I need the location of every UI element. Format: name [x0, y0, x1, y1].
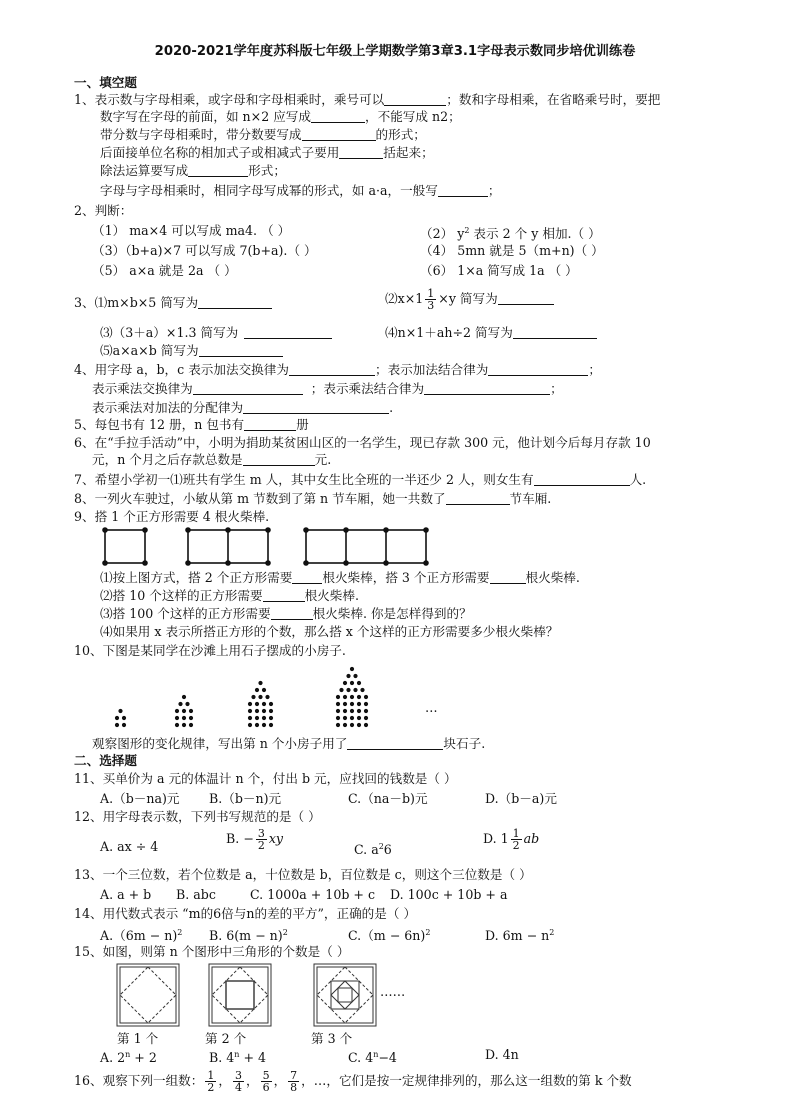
q13-option-d[interactable]: D. 100c + 10b + a	[390, 887, 508, 902]
q13-option-a[interactable]: A. a + b	[100, 887, 152, 902]
question-1: 1、表示数与字母相乘，或字母和字母相乘时，乘号可以 ；数和字母相乘，在省略乘号时，要把	[74, 92, 661, 107]
question-9: 9、搭 1 个正方形需要 4 根火柴棒.	[74, 509, 270, 524]
q14-option-b[interactable]: B. $6(m - n)^2$	[209, 928, 288, 944]
q12-option-d[interactable]: D. 1 $\frac{1}{2}$ ab	[483, 827, 540, 852]
question-2: 2、判断：	[74, 203, 133, 218]
q15-option-b[interactable]: B. $4^n + 4$	[209, 1050, 267, 1066]
q12-option-a[interactable]: A. ax ÷ 4	[100, 839, 159, 854]
question-3-part-2: ⑵x×1 $\frac{1}{3}$ ×y 简写为	[385, 288, 554, 311]
q11-option-a[interactable]: A.（b－na)元	[100, 791, 180, 806]
question-6: 6、在“手拉手活动”中，小明为捐助某贫困山区的一名学生，现已存款 300 元，他计划今后每月存款 10	[74, 435, 651, 450]
question-9-part-3: ⑶搭 100 个这样的正方形需要 根火柴棒. 你是怎样得到的？	[100, 606, 472, 621]
q12-option-c[interactable]: C. $a^26$	[354, 842, 392, 858]
q14-option-c[interactable]: C.（m − 6n)$^2$	[348, 928, 431, 944]
question-3-part-4: ⑷n×1＋ah÷2 简写为	[385, 324, 597, 341]
question-9-part-1: ⑴按上图方式，搭 2 个正方形需要 根火柴棒，搭 3 个正方形需要 根火柴棒.	[100, 570, 580, 585]
question-9-part-4: ⑷如果用 x 表示所搭正方形的个数，那么搭 x 个这样的正方形需要多少根火柴棒？	[100, 624, 559, 639]
q2-item-3: （3）（b+a)×7 可以写成 7(b+a).（ ）	[92, 243, 317, 258]
pattern-continues-2: ……	[380, 984, 406, 999]
q11-option-b[interactable]: B.（b－n)元	[209, 791, 282, 806]
question-3-part-3: ⑶（3＋a）×1.3 简写为	[100, 324, 332, 341]
question-10-answer: 观察图形的变化规律，写出第 n 个小房子用了 块石子.	[92, 736, 486, 751]
page-title: 2020-2021学年度苏科版七年级上学期数学第3章3.1字母表示数同步培优训练卷	[154, 44, 636, 59]
q14-option-a[interactable]: A.（6m − n)$^2$	[100, 928, 183, 944]
q11-option-c[interactable]: C.（na－b)元	[348, 791, 428, 806]
question-1-line-6: 字母与字母相乘时，相同字母写成幂的形式，如 a·a，一般写 ；	[100, 183, 501, 198]
question-12: 12、用字母表示数，下列书写规范的是（ ）	[74, 809, 321, 824]
figure-1-caption: 第 1 个	[117, 1031, 159, 1046]
q14-option-d[interactable]: D. $6m - n^2$	[485, 928, 555, 944]
question-7: 7、希望小学初一⑴班共有学生 m 人，其中女生比全班的一半还少 2 人，则女生有 人.	[74, 472, 647, 487]
question-14: 14、用代数式表示 “m的6倍与n的差的平方”，正确的是（ ）	[74, 906, 417, 921]
question-4-line-3: 表示乘法对加法的分配律为 .	[92, 400, 394, 415]
q2-item-1: （1） ma×4 可以写成 ma4. （ ）	[92, 223, 291, 238]
question-1-line-5: 除法运算要写成 形式；	[100, 163, 286, 178]
section-fill-in: 一、填空题	[74, 75, 137, 90]
figure-3-caption: 第 3 个	[311, 1031, 353, 1046]
question-3-part-1: 3、⑴m×b×5 简写为	[74, 294, 272, 311]
question-1-line-2: 数字写在字母的前面，如 n×2 应写成 ，不能写成 n2；	[100, 109, 461, 124]
question-13: 13、一个三位数，若个位数是 a，十位数是 b，百位数是 c，则这个三位数是（ ）	[74, 867, 532, 882]
question-9-part-2: ⑵搭 10 个这样的正方形需要 根火柴棒.	[100, 588, 359, 603]
question-5: 5、每包书有 12 册，n 包书有 册	[74, 417, 309, 432]
question-4-line-2: 表示乘法交换律为 ；表示乘法结合律为 ；	[92, 381, 563, 396]
q15-option-d[interactable]: D. 4n	[485, 1047, 519, 1062]
question-8: 8、一列火车驶过，小敏从第 m 节数到了第 n 节车厢，她一共数了 节车厢.	[74, 491, 552, 506]
question-16: 16、观察下列一组数： $\frac{1}{2}$ ， $\frac{3}{4}$ ， $\frac{5}{6}$ ， $\frac{7}{8}$ ，…，它们是按一定规律排列的，那么这一组数的第 k 个数	[74, 1069, 632, 1094]
q15-option-c[interactable]: C. $4^n-4$	[348, 1050, 397, 1066]
question-4: 4、用字母 a，b，c 表示加法交换律为 ；表示加法结合律为 ；	[74, 362, 601, 377]
q15-option-a[interactable]: A. $2^n + 2$	[100, 1050, 157, 1066]
q11-option-d[interactable]: D.（b－a)元	[485, 791, 557, 806]
question-15: 15、如图，则第 n 个图形中三角形的个数是（ ）	[74, 944, 350, 959]
question-1-line-4: 后面接单位名称的相加式子或相减式子要用 括起来；	[100, 145, 434, 160]
q2-item-2: （2） $y^2$ 表示 2 个 y 相加.（ ）	[420, 226, 601, 242]
q2-item-4: （4） 5mn 就是 5（m+n)（ ）	[420, 243, 604, 258]
q13-option-c[interactable]: C. 1000a + 10b + c	[250, 887, 376, 902]
question-1-line-3: 带分数与字母相乘时，带分数要写成 的形式；	[100, 127, 426, 142]
q2-item-6: （6） 1×a 简写成 1a （ ）	[420, 263, 578, 278]
q12-option-b[interactable]: B. − $\frac{3}{2}$ xy	[226, 827, 284, 852]
figure-2-caption: 第 2 个	[205, 1031, 247, 1046]
q13-option-b[interactable]: B. abc	[176, 887, 216, 902]
question-6-line-2: 元，n 个月之后存款总数是 元.	[92, 452, 332, 467]
section-choice: 二、选择题	[74, 753, 137, 768]
question-3-part-5: ⑸a×a×b 简写为	[100, 342, 283, 359]
pattern-continues: …	[425, 700, 438, 715]
question-11: 11、买单价为 a 元的体温计 n 个，付出 b 元，应找回的钱数是（ ）	[74, 771, 457, 786]
q2-item-5: （5） a×a 就是 2a （ ）	[92, 263, 237, 278]
question-10: 10、下图是某同学在沙滩上用石子摆成的小房子.	[74, 643, 346, 658]
